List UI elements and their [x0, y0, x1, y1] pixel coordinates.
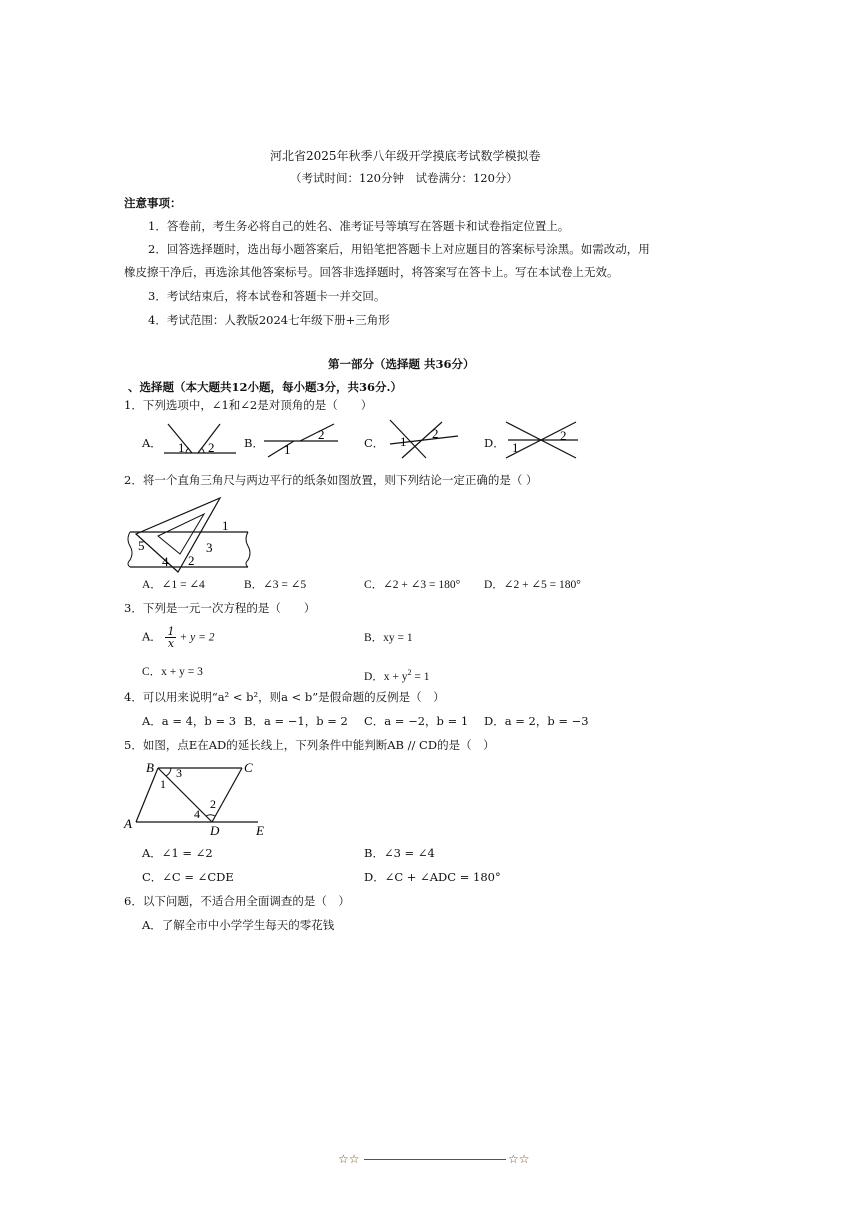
- q2-label-1: 1: [222, 518, 229, 533]
- q5-label-2: 2: [210, 797, 216, 811]
- q2-figure: [124, 492, 256, 574]
- q3-option-a: [142, 626, 214, 649]
- q5-label-E: E: [256, 823, 264, 838]
- q4-option-d: D．a = 2，b = −3: [484, 714, 589, 728]
- question-4-stem: 4．可以用来说明“a² < b²，则a < b”是假命题的反例是（ ）: [124, 690, 445, 704]
- q1-figure-b: [260, 420, 342, 460]
- q3-fraction-den: x: [167, 637, 175, 650]
- question-3-stem: 3．下列是一元一次方程的是（ ）: [124, 601, 316, 615]
- q2-label-5: 5: [138, 538, 145, 553]
- q5-option-c: C．∠C = ∠CDE: [142, 870, 234, 884]
- q2-label-4: 4: [162, 554, 169, 569]
- q1-a-label-2: 2: [208, 440, 215, 455]
- question-5-stem: 5．如图，点E在AD的延长线上，下列条件中能判断AB // CD的是（ ）: [124, 738, 495, 752]
- q5-figure: [122, 758, 272, 840]
- question-6-stem: 6．以下问题，不适合用全面调查的是（ ）: [124, 894, 350, 908]
- q5-label-3: 3: [176, 766, 182, 780]
- notice-heading: 注意事项：: [124, 196, 182, 210]
- section-heading: 、选择题（本大题共12小题，每小题3分，共36分.）: [128, 380, 403, 394]
- exam-subtitle: （考试时间：120分钟 试卷满分：120分）: [290, 171, 518, 185]
- q1-figure-d: [502, 418, 582, 462]
- q1-option-d-label: D．: [484, 436, 505, 450]
- q1-option-c-label: C．: [364, 436, 385, 450]
- footer-stars-left: ☆☆: [338, 1152, 360, 1166]
- question-1-stem: 1．下列选项中，∠1和∠2是对顶角的是（ ）: [124, 398, 373, 412]
- q1-c-label-2: 2: [432, 426, 439, 441]
- q4-option-c: C．a = −2，b = 1: [364, 714, 469, 728]
- q1-d-label-1: 1: [512, 440, 519, 455]
- q3-option-d-sup: 2: [407, 668, 412, 677]
- q1-figure-c: [382, 418, 464, 462]
- q1-d-label-2: 2: [560, 428, 567, 443]
- q4-option-a: A．a = 4，b = 3: [142, 714, 237, 728]
- q2-label-3: 3: [206, 540, 213, 555]
- q3-option-a-rest: + y = 2: [179, 631, 215, 644]
- q5-label-B: B: [146, 760, 154, 775]
- q5-label-1: 1: [160, 777, 166, 791]
- q5-label-C: C: [244, 760, 253, 775]
- q1-a-label-1: 1: [178, 440, 185, 455]
- q3-fraction: [165, 626, 176, 649]
- q1-b-label-2: 2: [318, 427, 325, 442]
- q1-option-a-label: A．: [142, 436, 162, 450]
- notice-item: 3．考试结束后，将本试卷和答题卡一并交回。: [148, 289, 386, 303]
- notice-item: 橡皮擦干净后，再选涂其他答案标号。回答非选择题时，将答案写在答卡上。写在本试卷上无效。: [124, 265, 619, 279]
- q5-option-d: D．∠C + ∠ADC = 180°: [364, 870, 501, 884]
- q5-label-4: 4: [194, 807, 200, 821]
- q3-option-d: [364, 665, 430, 685]
- footer-stars-right: ☆☆: [508, 1152, 530, 1166]
- q3-option-d-rest: = 1: [411, 670, 430, 683]
- q3-option-a-prefix: A．: [142, 629, 162, 644]
- q2-label-2: 2: [188, 553, 195, 568]
- q5-option-b: B．∠3 = ∠4: [364, 846, 435, 860]
- notice-item: 1．答卷前，考生务必将自己的姓名、准考证号等填写在答题卡和试卷指定位置上。: [148, 219, 570, 233]
- q2-option-b: B．∠3 = ∠5: [244, 579, 307, 591]
- q3-option-c: C．x + y = 3: [142, 666, 203, 678]
- footer-rule: [364, 1159, 506, 1160]
- q5-label-A: A: [124, 816, 132, 831]
- q2-option-c: C．∠2 + ∠3 = 180°: [364, 579, 461, 591]
- question-2-stem: 2．将一个直角三角尺与两边平行的纸条如图放置，则下列结论一定正确的是（ ）: [124, 473, 538, 487]
- q1-figure-a: [158, 420, 240, 460]
- q1-b-label-1: 1: [284, 442, 291, 457]
- q2-option-a: A．∠1 = ∠4: [142, 579, 205, 591]
- notice-item: 2．回答选择题时，选出每小题答案后，用铅笔把答题卡上对应题目的答案标号涂黑。如需改动，用: [148, 242, 650, 256]
- q6-option-a: A．了解全市中小学学生每天的零花钱: [142, 918, 335, 932]
- notice-item: 4．考试范围：人教版2024七年级下册+三角形: [148, 313, 390, 327]
- part-heading: 第一部分（选择题 共36分）: [328, 357, 475, 371]
- q1-c-label-1: 1: [400, 434, 407, 449]
- q1-option-b-label: B．: [244, 436, 264, 450]
- q5-label-D: D: [210, 823, 220, 838]
- q4-option-b: B．a = −1，b = 2: [244, 714, 348, 728]
- q3-option-d-prefix: D．x + y: [364, 670, 408, 683]
- q3-option-b: B．xy = 1: [364, 632, 413, 644]
- q3-fraction-num: 1: [167, 625, 175, 638]
- q2-option-d: D．∠2 + ∠5 = 180°: [484, 579, 581, 591]
- q5-option-a: A．∠1 = ∠2: [142, 846, 213, 860]
- exam-title: 河北省2025年秋季八年级开学摸底考试数学模拟卷: [270, 149, 541, 163]
